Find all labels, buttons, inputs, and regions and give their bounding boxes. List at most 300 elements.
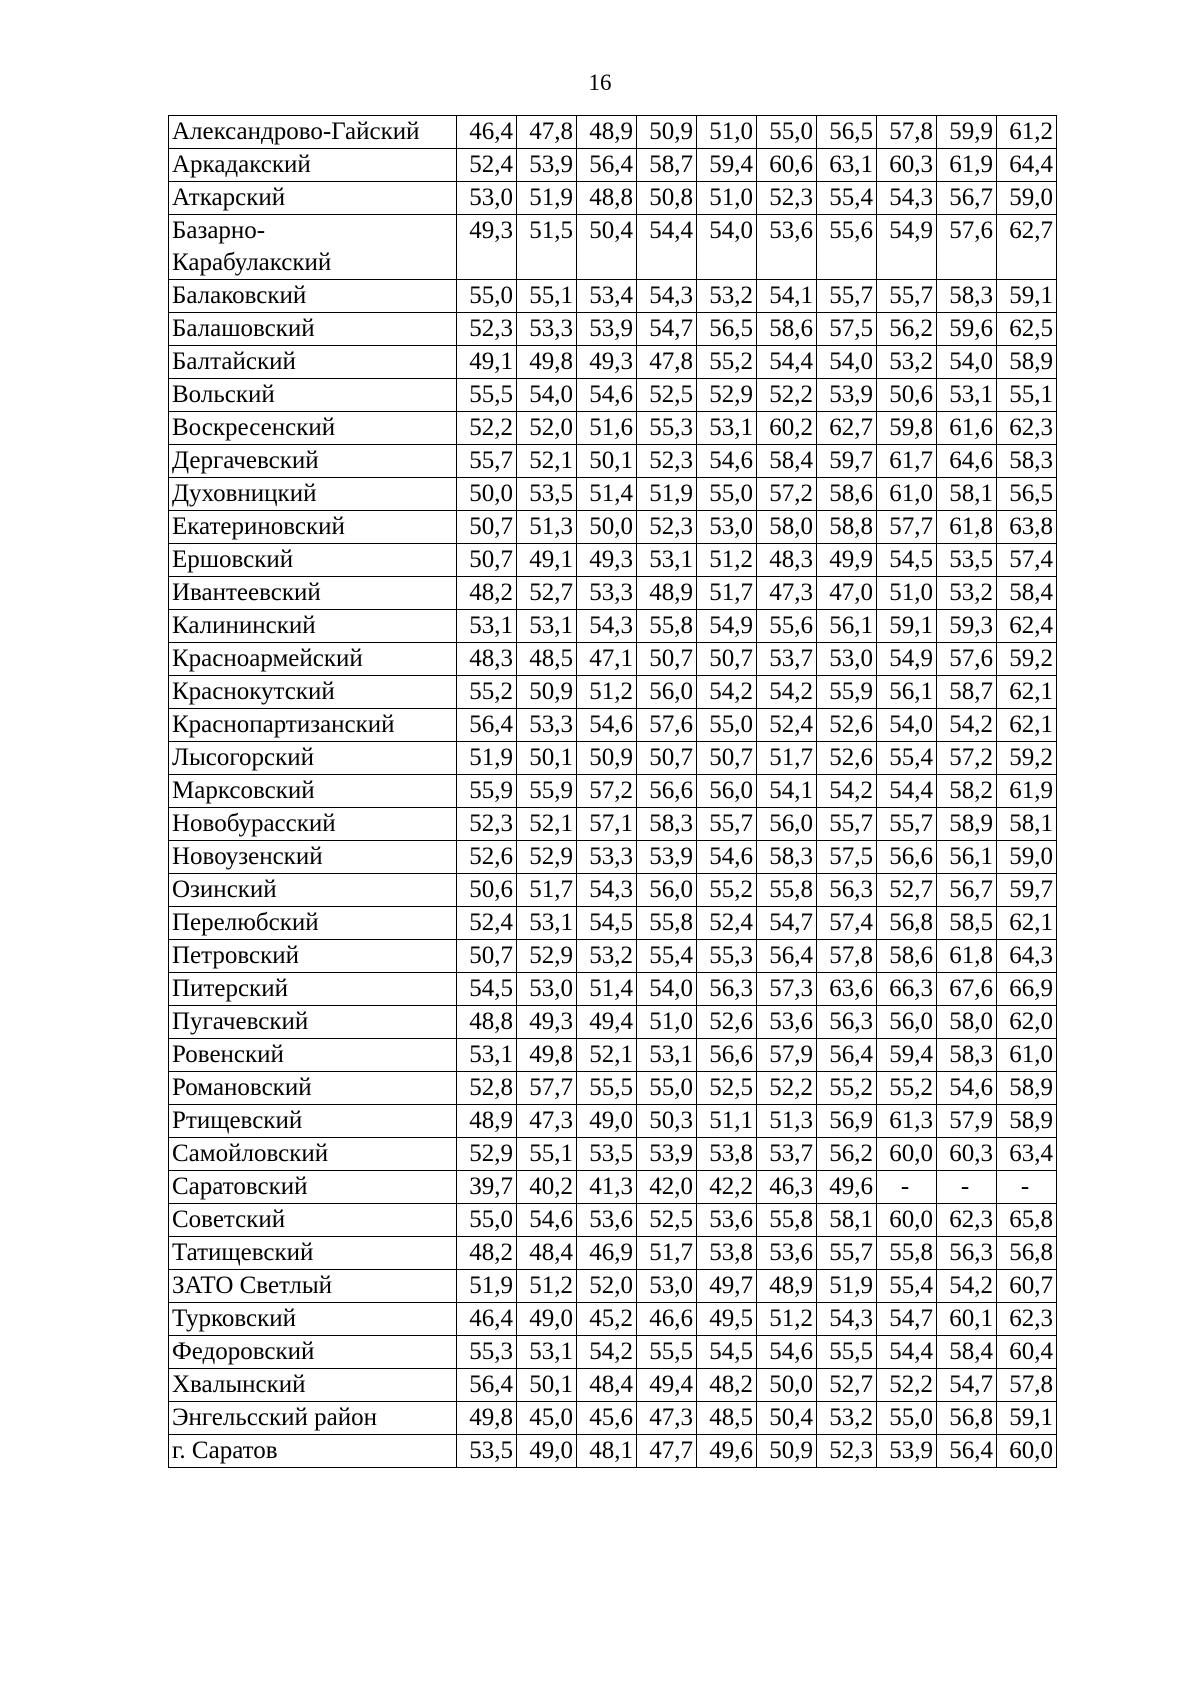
value-cell: 52,1 [577,1039,637,1072]
value-cell: 61,2 [997,116,1057,149]
value-cell: 48,2 [697,1369,757,1402]
value-cell: 54,0 [937,346,997,379]
value-cell: 52,6 [457,841,517,874]
value-cell: 59,0 [997,182,1057,215]
district-name-cell: Ершовский [169,544,457,577]
value-cell: 51,2 [577,676,637,709]
value-cell: 63,8 [997,511,1057,544]
value-cell: 53,0 [517,973,577,1006]
value-cell: 55,6 [757,610,817,643]
value-cell: 55,3 [457,1336,517,1369]
district-name-cell: Ровенский [169,1039,457,1072]
value-cell: 58,9 [997,346,1057,379]
value-cell: 58,8 [817,511,877,544]
value-cell: 59,4 [877,1039,937,1072]
value-cell: 51,7 [697,577,757,610]
table-row [169,149,1057,182]
value-cell: 55,0 [457,1204,517,1237]
value-cell: 49,3 [577,544,637,577]
value-cell: 53,7 [757,643,817,676]
value-cell: 51,0 [877,577,937,610]
value-cell: 46,4 [457,1303,517,1336]
value-cell: 42,0 [637,1171,697,1204]
value-cell: 62,0 [997,1006,1057,1039]
value-cell: 57,8 [877,116,937,149]
value-cell: 54,6 [697,445,757,478]
value-cell: 57,2 [757,478,817,511]
table-row [169,1039,1057,1072]
district-name-cell: Федоровский [169,1336,457,1369]
value-cell: 56,6 [637,775,697,808]
value-cell: 56,3 [817,1006,877,1039]
value-cell: 61,0 [877,478,937,511]
value-cell: 55,7 [457,445,517,478]
value-cell: 53,1 [457,1039,517,1072]
value-cell: 49,0 [577,1105,637,1138]
value-cell: 55,8 [757,1204,817,1237]
value-cell: 60,0 [877,1138,937,1171]
value-cell: 54,3 [817,1303,877,1336]
value-cell: 67,6 [937,973,997,1006]
value-cell: 54,6 [757,1336,817,1369]
value-cell: 58,3 [757,841,817,874]
value-cell: 52,3 [817,1435,877,1468]
value-cell: 51,2 [517,1270,577,1303]
value-cell: 46,9 [577,1237,637,1270]
value-cell: 59,6 [937,313,997,346]
value-cell: 54,7 [637,313,697,346]
value-cell: 58,2 [937,775,997,808]
value-cell: 56,3 [697,973,757,1006]
value-cell: 55,3 [697,940,757,973]
value-cell: 58,4 [757,445,817,478]
district-name-cell: Красноармейский [169,643,457,676]
value-cell: 64,4 [997,149,1057,182]
value-cell: 49,6 [697,1435,757,1468]
value-cell: 59,2 [997,643,1057,676]
value-cell: 52,9 [517,940,577,973]
table-row [169,1336,1057,1369]
value-cell: 55,8 [757,874,817,907]
value-cell: 57,4 [997,544,1057,577]
value-cell: 52,8 [457,1072,517,1105]
value-cell: 55,3 [637,412,697,445]
value-cell: 54,7 [757,907,817,940]
value-cell: 40,2 [517,1171,577,1204]
value-cell: 52,7 [517,577,577,610]
value-cell: 61,8 [937,940,997,973]
value-cell: 54,1 [757,775,817,808]
value-cell: 56,5 [697,313,757,346]
table-row [169,1369,1057,1402]
value-cell: 53,1 [637,1039,697,1072]
value-cell: 53,2 [817,1402,877,1435]
table-row [169,907,1057,940]
value-cell: 53,0 [637,1270,697,1303]
value-cell: 59,7 [817,445,877,478]
value-cell: 58,6 [877,940,937,973]
value-cell: 55,8 [637,610,697,643]
value-cell: 53,3 [517,709,577,742]
value-cell: 56,3 [937,1237,997,1270]
value-cell: 59,3 [937,610,997,643]
value-cell: 49,8 [517,1039,577,1072]
value-cell: 52,9 [517,841,577,874]
value-cell: 53,5 [457,1435,517,1468]
value-cell: 63,6 [817,973,877,1006]
value-cell: 63,1 [817,149,877,182]
table-row [169,1072,1057,1105]
value-cell: 58,6 [817,478,877,511]
value-cell: 56,4 [757,940,817,973]
value-cell: 58,1 [997,808,1057,841]
value-cell: 39,7 [457,1171,517,1204]
value-cell: 46,3 [757,1171,817,1204]
value-cell: 47,7 [637,1435,697,1468]
table-body [169,116,1057,1468]
value-cell: 54,4 [877,775,937,808]
district-name-cell: Аркадакский [169,149,457,182]
value-cell: 55,2 [877,1072,937,1105]
value-cell: 50,4 [757,1402,817,1435]
value-cell: 52,2 [877,1369,937,1402]
value-cell: 49,1 [457,346,517,379]
value-cell: 53,2 [937,577,997,610]
value-cell: 60,3 [877,149,937,182]
table-row [169,577,1057,610]
value-cell: 51,9 [637,478,697,511]
value-cell: 52,6 [817,709,877,742]
value-cell: 56,7 [937,874,997,907]
district-name-cell: Самойловский [169,1138,457,1171]
value-cell: 53,3 [517,313,577,346]
value-cell: 56,4 [577,149,637,182]
value-cell: 58,3 [637,808,697,841]
value-cell: 55,1 [517,280,577,313]
district-name-cell: Романовский [169,1072,457,1105]
value-cell: 50,0 [577,511,637,544]
value-cell: 55,7 [817,1237,877,1270]
district-name-cell: Советский [169,1204,457,1237]
value-cell: 54,5 [877,544,937,577]
value-cell: 54,9 [877,643,937,676]
table-row [169,346,1057,379]
value-cell: 52,5 [697,1072,757,1105]
value-cell: 57,5 [817,313,877,346]
value-cell: 53,1 [697,412,757,445]
value-cell: 61,9 [997,775,1057,808]
value-cell: 54,6 [517,1204,577,1237]
table-row [169,676,1057,709]
value-cell: 58,4 [997,577,1057,610]
value-cell: 53,5 [577,1138,637,1171]
value-cell: 47,8 [637,346,697,379]
value-cell: 63,4 [997,1138,1057,1171]
value-cell: 59,9 [937,116,997,149]
value-cell: 55,6 [817,215,877,280]
value-cell: 57,6 [937,643,997,676]
value-cell: 59,8 [877,412,937,445]
table-row [169,808,1057,841]
value-cell: 53,2 [577,940,637,973]
value-cell: 51,9 [517,182,577,215]
table-row [169,1138,1057,1171]
value-cell: 57,7 [877,511,937,544]
value-cell: 58,3 [937,1039,997,1072]
value-cell: 56,2 [877,313,937,346]
value-cell: 54,0 [817,346,877,379]
value-cell: 56,0 [637,676,697,709]
value-cell: 53,9 [517,149,577,182]
table-row [169,1204,1057,1237]
value-cell: 52,3 [757,182,817,215]
value-cell: 57,4 [817,907,877,940]
value-cell: 49,6 [817,1171,877,1204]
value-cell: 57,1 [577,808,637,841]
table-row [169,1303,1057,1336]
value-cell: 54,7 [937,1369,997,1402]
value-cell: 55,5 [457,379,517,412]
district-name-cell: Энгельсский район [169,1402,457,1435]
table-row [169,511,1057,544]
value-cell: 48,2 [457,577,517,610]
value-cell: 62,5 [997,313,1057,346]
value-cell: 42,2 [697,1171,757,1204]
value-cell: 59,1 [877,610,937,643]
value-cell: 55,4 [877,1270,937,1303]
value-cell: 50,8 [637,182,697,215]
value-cell: 51,6 [577,412,637,445]
value-cell: - [877,1171,937,1204]
value-cell: 50,1 [577,445,637,478]
value-cell: 52,4 [457,149,517,182]
value-cell: 56,4 [937,1435,997,1468]
value-cell: 56,0 [757,808,817,841]
district-name-cell: Базарно- Карабулакский [169,215,457,280]
value-cell: - [997,1171,1057,1204]
value-cell: 50,6 [457,874,517,907]
value-cell: 55,5 [637,1336,697,1369]
value-cell: 55,4 [877,742,937,775]
value-cell: 55,8 [637,907,697,940]
value-cell: 52,4 [697,907,757,940]
value-cell: 55,0 [877,1402,937,1435]
value-cell: 53,1 [637,544,697,577]
district-name-cell: Аткарский [169,182,457,215]
value-cell: 56,7 [937,182,997,215]
value-cell: 59,4 [697,149,757,182]
value-cell: 48,8 [577,182,637,215]
value-cell: 64,6 [937,445,997,478]
district-name-cell: Балаковский [169,280,457,313]
value-cell: 50,7 [637,643,697,676]
table-row [169,182,1057,215]
value-cell: 56,0 [877,1006,937,1039]
value-cell: 47,8 [517,116,577,149]
value-cell: 56,3 [817,874,877,907]
value-cell: 51,9 [457,1270,517,1303]
value-cell: 54,2 [937,1270,997,1303]
value-cell: 47,1 [577,643,637,676]
value-cell: 55,2 [457,676,517,709]
table-row [169,709,1057,742]
value-cell: 54,4 [757,346,817,379]
value-cell: 48,9 [577,116,637,149]
value-cell: 51,4 [577,973,637,1006]
value-cell: 48,1 [577,1435,637,1468]
value-cell: 54,9 [877,215,937,280]
value-cell: 45,2 [577,1303,637,1336]
value-cell: 54,0 [697,215,757,280]
value-cell: 56,1 [877,676,937,709]
value-cell: 56,0 [637,874,697,907]
value-cell: 54,4 [637,215,697,280]
value-cell: 58,1 [937,478,997,511]
value-cell: 58,1 [817,1204,877,1237]
value-cell: 54,0 [877,709,937,742]
value-cell: 54,7 [877,1303,937,1336]
value-cell: 56,2 [817,1138,877,1171]
value-cell: 50,0 [757,1369,817,1402]
value-cell: 54,3 [877,182,937,215]
value-cell: 49,3 [517,1006,577,1039]
value-cell: 52,3 [457,313,517,346]
value-cell: 58,9 [997,1072,1057,1105]
value-cell: 58,0 [757,511,817,544]
value-cell: 49,3 [457,215,517,280]
value-cell: 51,5 [517,215,577,280]
value-cell: 57,5 [817,841,877,874]
value-cell: 48,2 [457,1237,517,1270]
value-cell: 55,7 [817,808,877,841]
value-cell: 53,0 [697,511,757,544]
value-cell: 54,2 [937,709,997,742]
value-cell: 54,5 [697,1336,757,1369]
value-cell: 58,3 [937,280,997,313]
value-cell: 59,1 [997,1402,1057,1435]
table-row [169,1237,1057,1270]
value-cell: 54,1 [757,280,817,313]
value-cell: 50,7 [457,544,517,577]
value-cell: 61,9 [937,149,997,182]
district-name-cell: Калининский [169,610,457,643]
value-cell: 51,7 [517,874,577,907]
value-cell: 52,2 [457,412,517,445]
value-cell: 58,0 [937,1006,997,1039]
value-cell: 50,6 [877,379,937,412]
district-name-cell: Питерский [169,973,457,1006]
value-cell: 55,7 [877,808,937,841]
value-cell: 47,0 [817,577,877,610]
value-cell: 45,0 [517,1402,577,1435]
value-cell: 52,2 [757,379,817,412]
table-row [169,643,1057,676]
value-cell: 51,2 [697,544,757,577]
district-name-cell: Саратовский [169,1171,457,1204]
value-cell: 48,5 [517,643,577,676]
value-cell: 50,7 [697,643,757,676]
value-cell: 53,4 [577,280,637,313]
value-cell: 55,0 [637,1072,697,1105]
district-name-cell: Балтайский [169,346,457,379]
value-cell: 62,3 [937,1204,997,1237]
value-cell: 61,8 [937,511,997,544]
value-cell: 49,4 [577,1006,637,1039]
value-cell: 60,0 [877,1204,937,1237]
value-cell: 53,8 [697,1237,757,1270]
table-row [169,1435,1057,1468]
value-cell: 58,4 [937,1336,997,1369]
value-cell: 51,3 [757,1105,817,1138]
value-cell: 53,9 [877,1435,937,1468]
value-cell: 57,9 [757,1039,817,1072]
district-name-cell: Хвалынский [169,1369,457,1402]
value-cell: 52,4 [757,709,817,742]
value-cell: 56,1 [817,610,877,643]
value-cell: 55,5 [577,1072,637,1105]
value-cell: 54,3 [637,280,697,313]
value-cell: 51,9 [457,742,517,775]
value-cell: 51,7 [757,742,817,775]
value-cell: 48,4 [577,1369,637,1402]
value-cell: 53,6 [577,1204,637,1237]
value-cell: 50,9 [757,1435,817,1468]
value-cell: 61,6 [937,412,997,445]
value-cell: 50,7 [457,940,517,973]
value-cell: 53,0 [457,182,517,215]
value-cell: 51,0 [637,1006,697,1039]
value-cell: 55,4 [817,182,877,215]
value-cell: 55,2 [817,1072,877,1105]
district-name-cell: Краснопартизанский [169,709,457,742]
value-cell: 54,6 [697,841,757,874]
value-cell: 52,6 [817,742,877,775]
value-cell: 52,6 [697,1006,757,1039]
value-cell: 41,3 [577,1171,637,1204]
table-row [169,478,1057,511]
value-cell: 53,5 [937,544,997,577]
value-cell: 50,0 [457,478,517,511]
table-row [169,215,1057,280]
value-cell: 52,4 [457,907,517,940]
value-cell: 56,8 [997,1237,1057,1270]
value-cell: 55,2 [697,874,757,907]
table-row [169,1006,1057,1039]
value-cell: 48,9 [637,577,697,610]
district-name-cell: Перелюбский [169,907,457,940]
value-cell: 56,5 [997,478,1057,511]
value-cell: 54,0 [637,973,697,1006]
district-name-cell: Александрово-Гайский [169,116,457,149]
value-cell: 52,5 [637,379,697,412]
district-name-cell: Татищевский [169,1237,457,1270]
value-cell: 60,6 [757,149,817,182]
value-cell: 56,4 [817,1039,877,1072]
district-name-cell: г. Саратов [169,1435,457,1468]
value-cell: 52,0 [517,412,577,445]
table-row [169,1105,1057,1138]
value-cell: 52,3 [637,511,697,544]
value-cell: 62,4 [997,610,1057,643]
value-cell: 51,7 [637,1237,697,1270]
value-cell: 57,2 [577,775,637,808]
district-name-cell: Краснокутский [169,676,457,709]
value-cell: 54,2 [697,676,757,709]
district-name-cell: Петровский [169,940,457,973]
value-cell: 55,8 [877,1237,937,1270]
district-name-cell: Ивантеевский [169,577,457,610]
value-cell: 57,9 [937,1105,997,1138]
